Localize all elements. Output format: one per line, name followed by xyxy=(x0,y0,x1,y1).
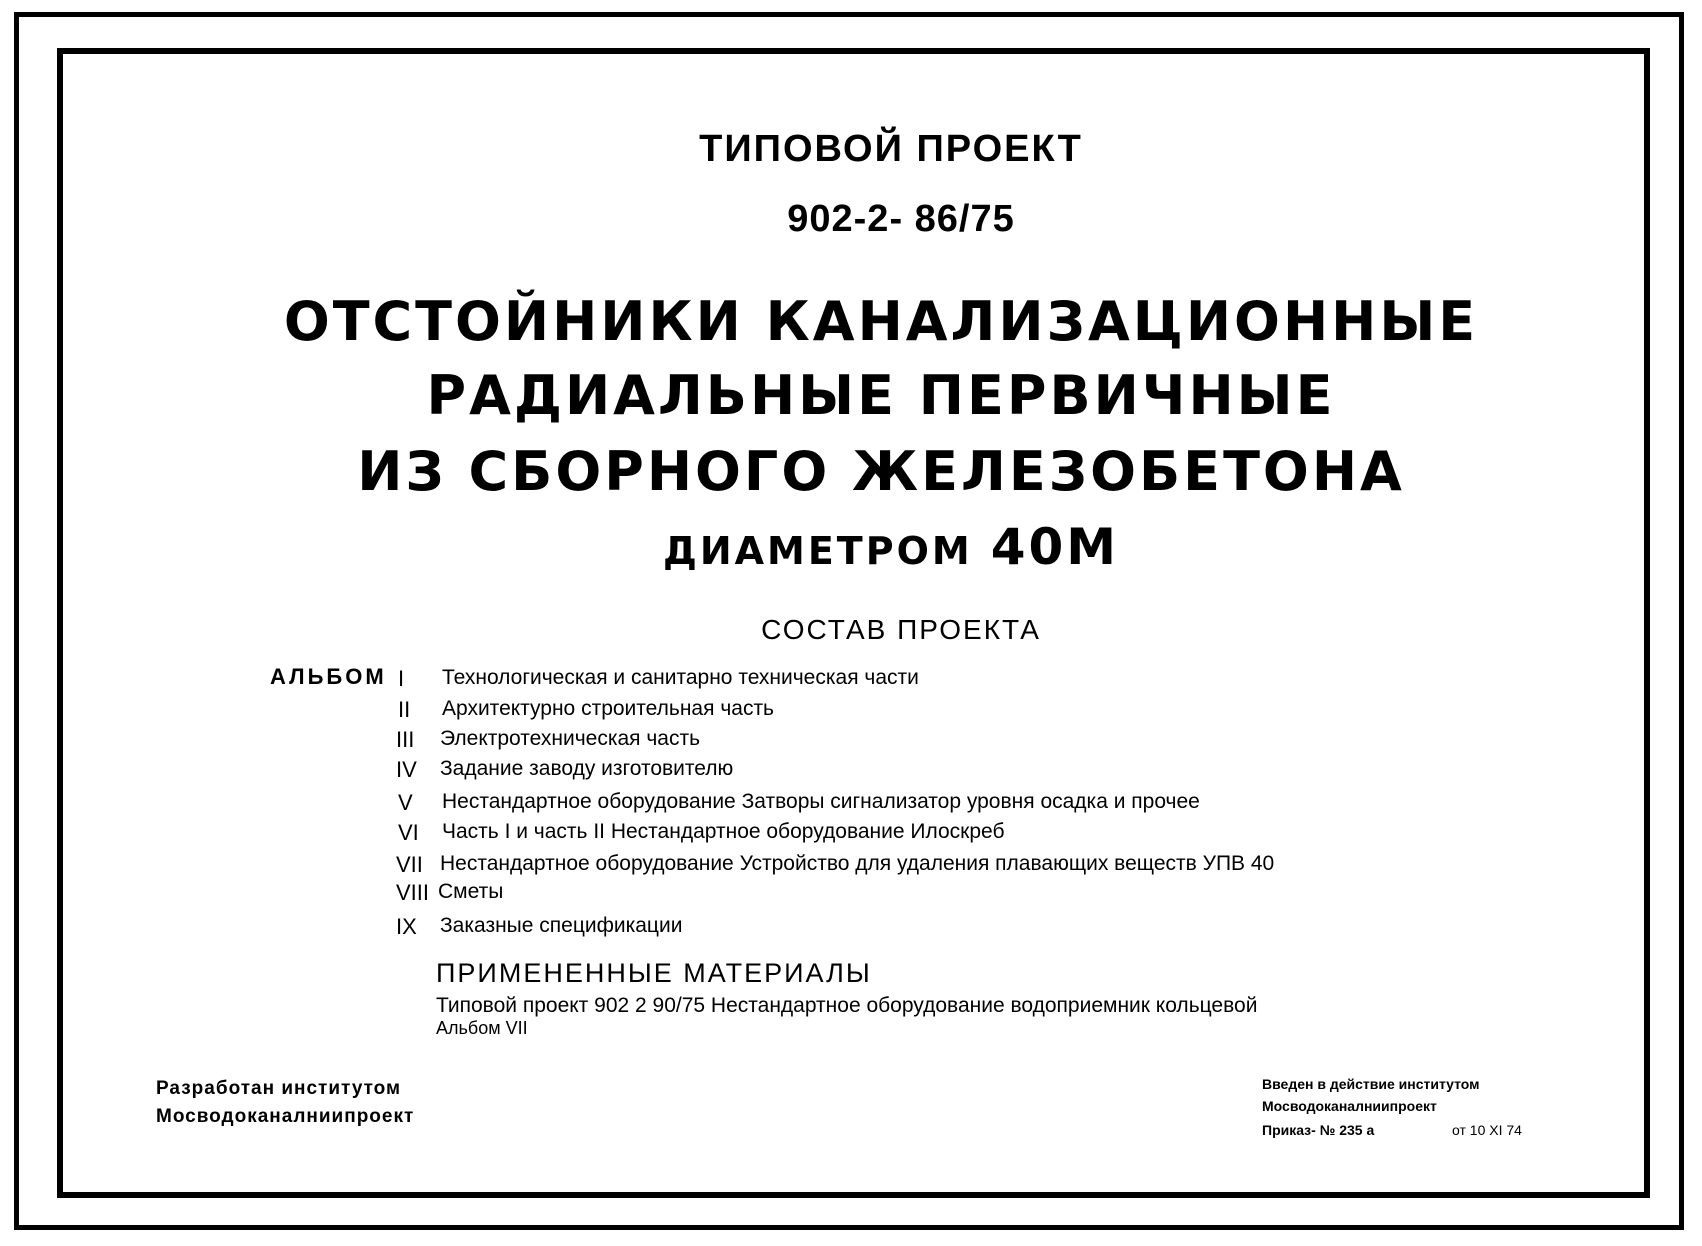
album-title: Нестандартное оборудование Затворы сигнализатор уровня осадка и прочее xyxy=(442,790,1200,813)
album-title: Архитектурно строительная часть xyxy=(442,697,775,720)
project-number: 902-2- 86/75 xyxy=(787,198,1015,240)
title-line-1: ОТСТОЙНИКИ КАНАЛИЗАЦИОННЫЕ xyxy=(283,290,1479,353)
album-title: Часть I и часть II Нестандартное оборудование Илоскреб xyxy=(442,820,1005,843)
title-line-3: ИЗ СБОРНОГО ЖЕЛЕЗОБЕТОНА xyxy=(357,440,1405,503)
album-number: VII xyxy=(396,852,423,877)
composition-heading: СОСТАВ ПРОЕКТА xyxy=(761,614,1041,645)
project-type-label: ТИПОВОЙ ПРОЕКТ xyxy=(699,128,1083,170)
diameter-label: ДИАМЕТРОМ xyxy=(662,529,973,573)
materials-album: Альбом VII xyxy=(436,1018,528,1038)
album-title: Задание заводу изготовителю xyxy=(440,757,734,780)
order-date: от 10 XI 74 xyxy=(1452,1122,1522,1138)
introduced-by-label: Введен в действие институтом xyxy=(1262,1076,1480,1092)
album-title: Сметы xyxy=(438,880,504,903)
introduced-by-institute: Мосводоканалниипроект xyxy=(1262,1098,1437,1114)
album-number: II xyxy=(398,697,411,722)
album-number: III xyxy=(396,727,415,752)
album-number: I xyxy=(398,666,405,691)
album-title: Нестандартное оборудование Устройство для удаления плавающих веществ УПВ 40 xyxy=(440,852,1275,875)
materials-heading: ПРИМЕНЕННЫЕ МАТЕРИАЛЫ xyxy=(436,958,872,988)
developed-by-institute: Мосводоканалниипроект xyxy=(156,1106,415,1127)
materials-reference: Типовой проект 902 2 90/75 Нестандартное оборудование водоприемник кольцевой xyxy=(436,994,1258,1017)
album-number: VIII xyxy=(396,880,430,905)
album-title: Технологическая и санитарно техническая части xyxy=(442,666,919,689)
album-number: IX xyxy=(396,914,417,939)
album-number: V xyxy=(398,790,413,815)
album-title: Электротехническая часть xyxy=(440,727,701,750)
album-title: Заказные спецификации xyxy=(440,914,683,937)
developed-by-label: Разработан институтом xyxy=(156,1078,402,1099)
title-line-2: РАДИАЛЬНЫЕ ПЕРВИЧНЫЕ xyxy=(426,364,1336,427)
diameter-value: 40М xyxy=(990,518,1120,576)
album-number: VI xyxy=(398,820,419,845)
order-number: Приказ- № 235 а xyxy=(1262,1122,1375,1138)
album-number: IV xyxy=(396,757,417,782)
album-label: АЛЬБОМ xyxy=(270,664,387,689)
